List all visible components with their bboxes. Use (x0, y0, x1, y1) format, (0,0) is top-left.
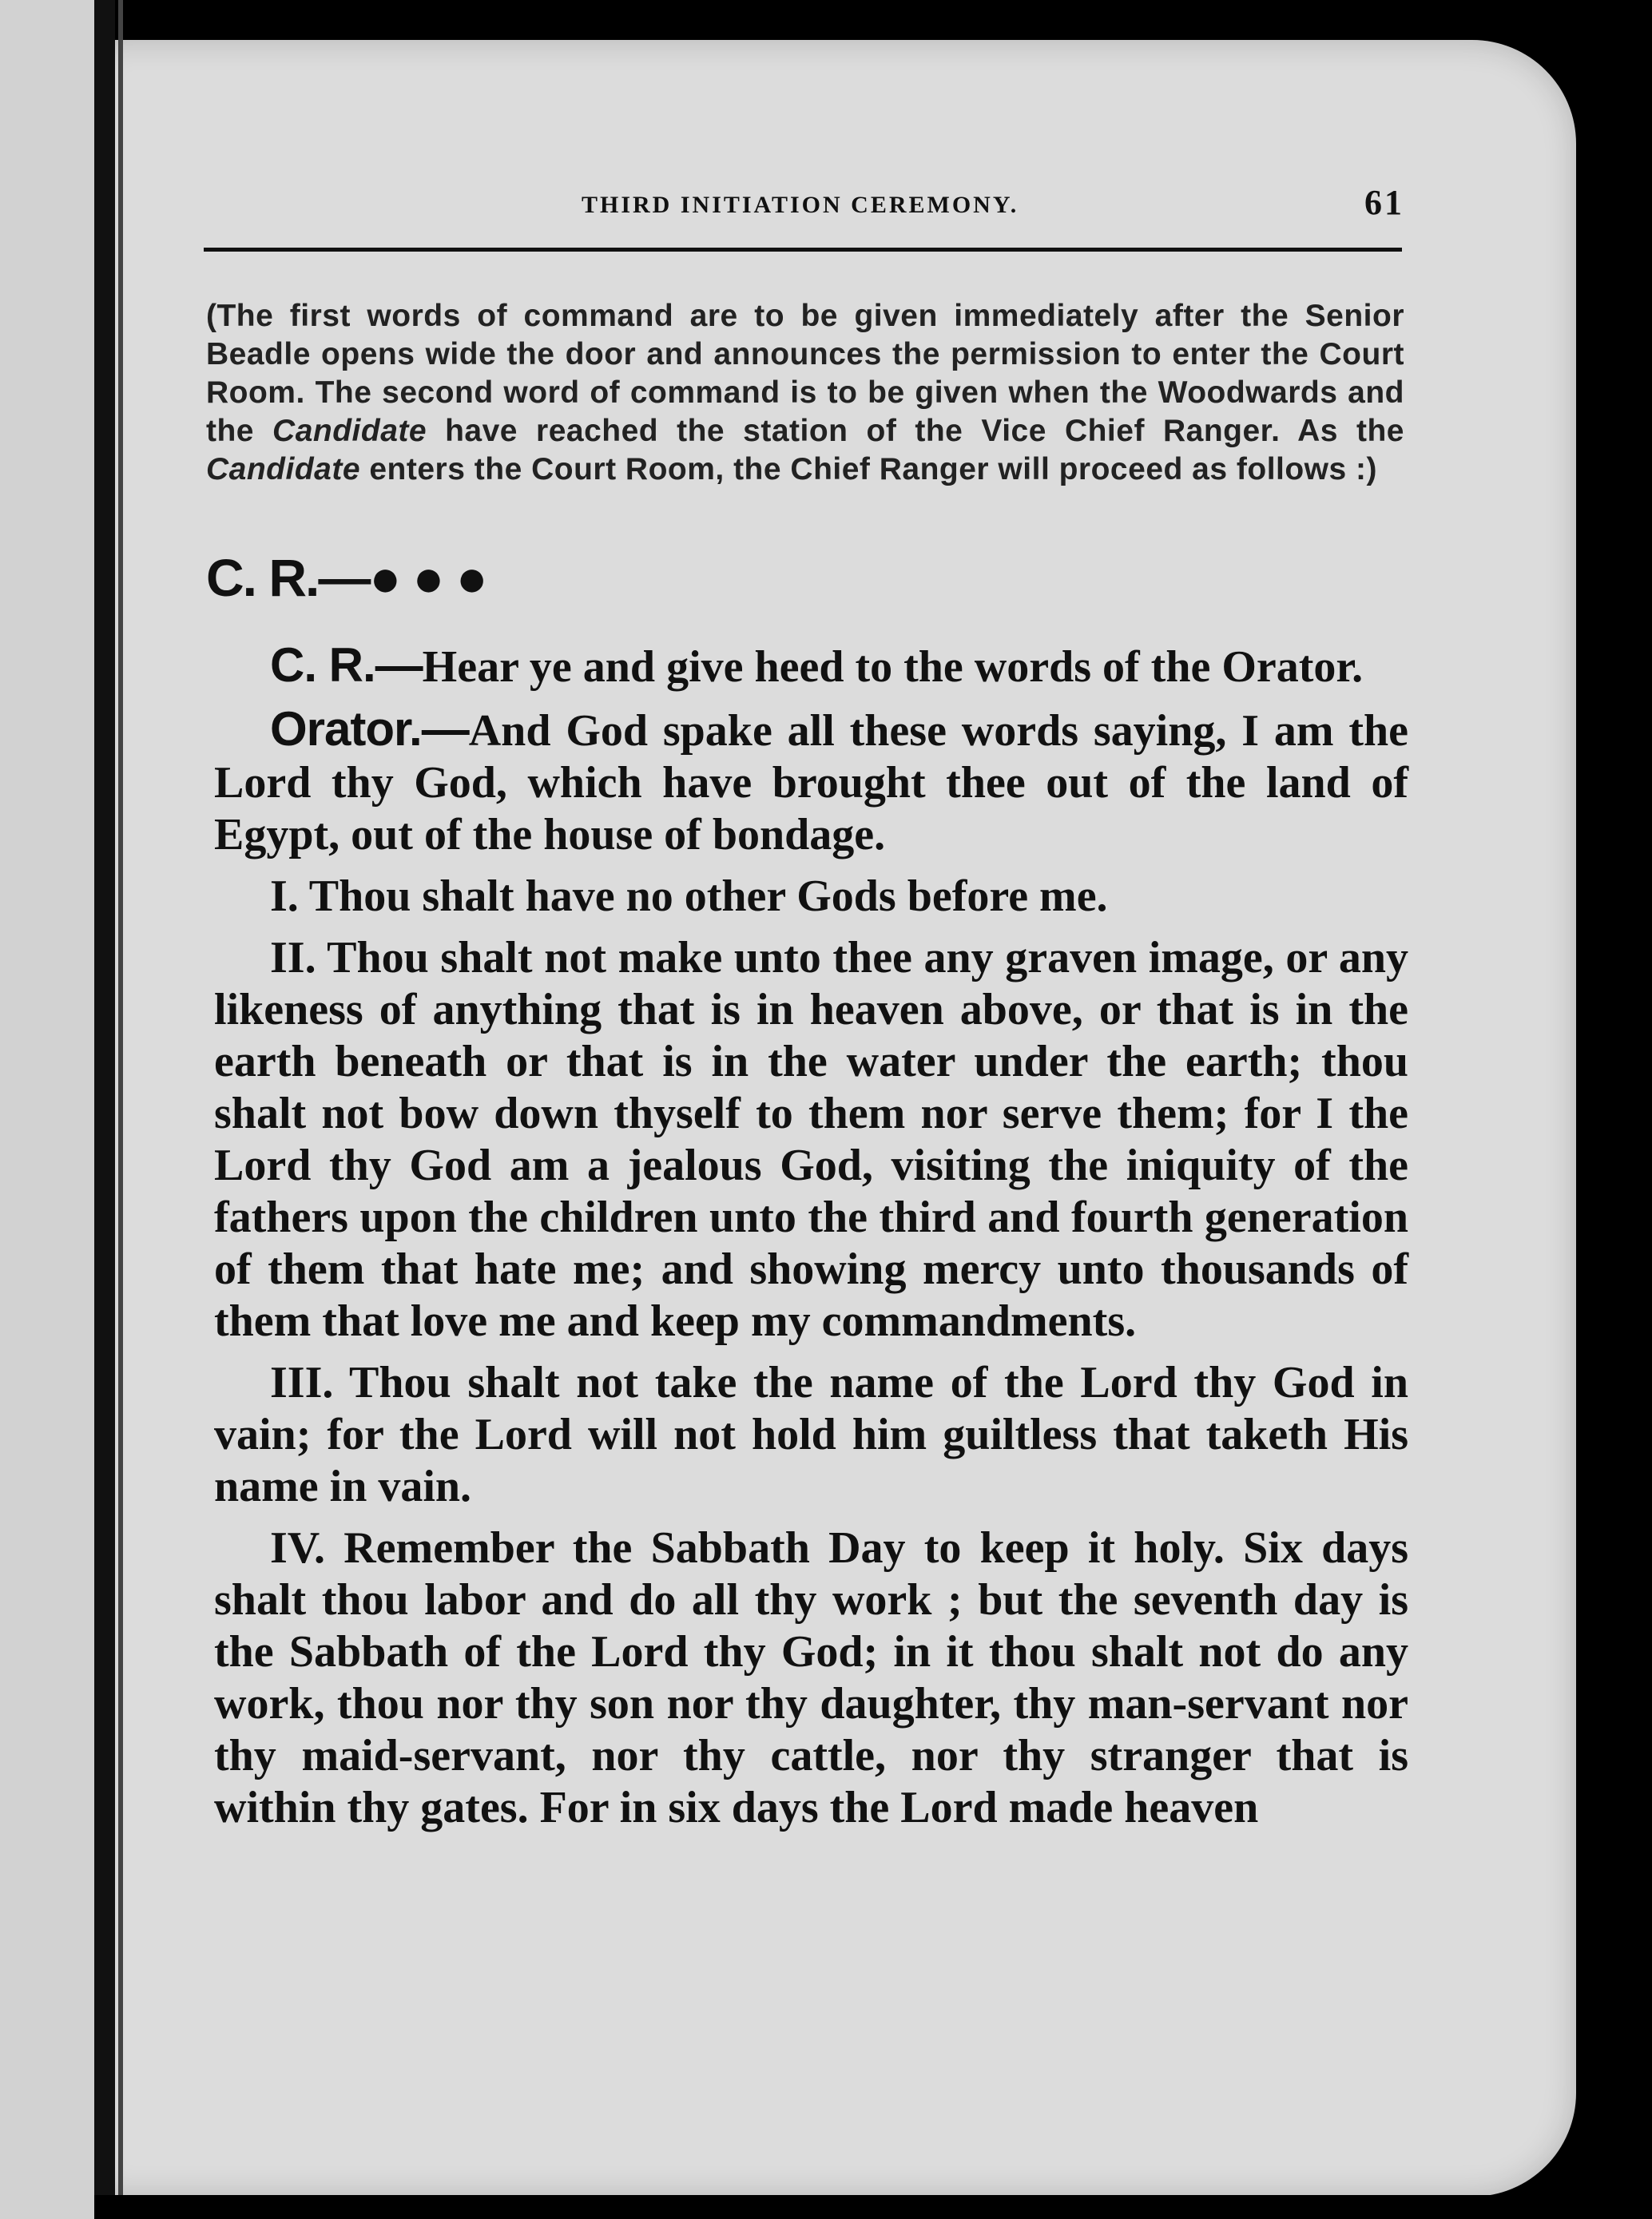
paragraph-text: II. Thou shalt not make unto thee any graven image, or any likeness of anything that is in heaven above, or that is in the earth beneath or that is in the water under the earth; thou shalt not bow down thyself to them nor serve them; for I the Lord thy God am a jealous God, visiting the iniquity of the fathers upon the children unto the third and fourth generation of them that hate me; and showing mercy unto thousands of them that love me and keep my commandments. (214, 933, 1408, 1346)
note-candidate-1: Candidate (272, 414, 427, 448)
paragraph-text: Hear ye and give heed to the words of the Orator. (422, 642, 1364, 692)
commandment-4 (214, 1522, 1408, 1834)
page-number: 61 (1364, 183, 1404, 222)
left-page-edge (0, 0, 94, 2219)
note-part-2: have reached the station of the Vice Chief Ranger. As the (427, 414, 1404, 448)
running-title: THIRD INITIATION CEREMONY. (582, 192, 1019, 218)
paragraph-text: And God spake all these words saying, I am the Lord thy God, which have brought thee out of the land of Egypt, out of the house of bondage. (214, 706, 1408, 859)
paragraph-text: III. Thou shalt not take the name of the Lord thy God in vain; for the Lord will not hold him guiltless that taketh His name in vain. (214, 1358, 1408, 1511)
note-part-3: enters the Court Room, the Chief Ranger will proceed as follows :) (360, 452, 1378, 486)
paragraph-text: IV. Remember the Sabbath Day to keep it holy. Six days shalt thou labor and do all thy work ; but the seventh day is the Sabbath of the Lord thy God; in it thou shalt not do any work, thou nor thy son nor thy daughter, thy man-servant nor thy maid-servant, nor thy cattle, nor thy stranger that is within thy gates. For in six days the Lord made heaven (214, 1523, 1408, 1832)
book-spine (94, 0, 115, 2219)
header-rule (204, 248, 1402, 252)
gavel-line (206, 547, 1404, 608)
commandment-3 (214, 1357, 1408, 1513)
stage-direction (206, 297, 1404, 489)
paragraph-orator (214, 703, 1408, 861)
bottom-edge (94, 2195, 1652, 2219)
gavel-speaker: C. R.— (206, 548, 370, 607)
note-candidate-2: Candidate (206, 452, 361, 486)
commandment-2 (214, 932, 1408, 1348)
commandment-1 (214, 871, 1408, 923)
book-page (94, 40, 1576, 2197)
book-spine-edge (118, 0, 123, 2219)
note-part-1: (The first words of command are to be given immediately after the Senior Beadle opens wide the door and announces the permission to enter the Court Room. The second word of command is to be given when the Woodwards and the (206, 299, 1404, 448)
gavel-marks: ● ● ● (369, 548, 486, 607)
speaker-label: Orator.— (270, 702, 469, 756)
main-text (214, 639, 1408, 1844)
paragraph-text: I. Thou shalt have no other Gods before me. (270, 871, 1108, 921)
paragraph-cr (214, 639, 1408, 693)
speaker-label: C. R.— (270, 638, 423, 692)
